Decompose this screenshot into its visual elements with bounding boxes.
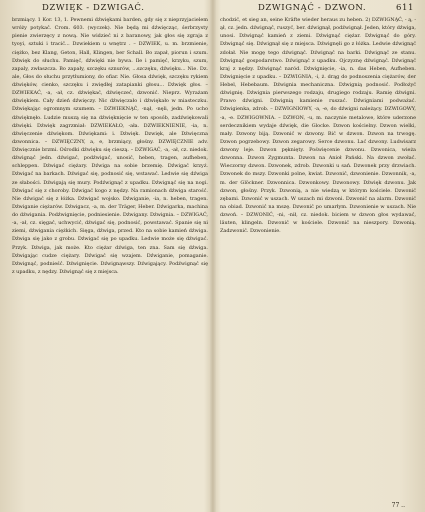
- right-page-number: 611: [395, 3, 414, 13]
- left-running-head: [12, 3, 210, 15]
- book-gutter: [210, 0, 216, 512]
- left-page-title: DZWIĘK - DZWIGAĆ.: [42, 3, 145, 13]
- left-column-text: brzmiący. 1 Kor. 13, 1. Pewnemi dźwiękami barden, gdy się z nieprzyjacielem wróży potykać. Crom. 603. (wyczek). Nie będą mi dźwięcząc, śerbrzysty pienie zwierzęcy z nową. Nie widzieć ni z baranowy, jak głos się zgraja z tyoyi, sztuki i tracić... Dzwiekiem u wnętrz . – DZWIEK, u. m. brzmienie, ciężko, bez Klang, Geton, Hall, Klingen, ber Schall. Bo zapał, piorun i szum. Dźwięk do słuchu. Pamięć, dźwięki nie bywa. Ile i pamięć, krzyku, szum, zapaly, zwłaszcza. Bo zapały, szczęku sznurów, ...szczęku, dźwięku... Nie. Dz. ale, Głos do słuchu przytłumiony, do ofiar. Nie. Głosa dźwięk, szczęku rykiem dźwięków, cienko, szczęku i zwiędłej zatapianki głosu... Dźwięk głos. – DZWIEKAĆ, -a, -ał, cz. dźwiękać, dźwięczeć, dzwonić. Nieprz. Wyrażam dźwiękiem. Cały dzień dźwięczy. Nic dźwięczało i dźwiękało w miasteczku. Dźwiękając ogromnym szumem. – DZWIEKNĄĆ, -nął, -nęli, jedn. Po ucho dźwięknęło. Ludzie muszą się na dźwięknięcie w ten sposób, zadźwiękowali dźwięki. Dźwięk zagrzmiał: DZWIEKAŁO, -ała. DZWIEKNIENIE, -ia, n. dźwięczenie dźwiękom. Dźwiękami: i. Dźwięk. Dzwięk, ale Dźwięczna dzwonnica. – DZWIĘCZNY, a, e, brzmiący, głośny. DZWIĘCZNIE adv. Dźwięcznie brzmi. Ośrodki dźwięku się cieszą. – DZWIGAĆ, -a, -ał, cz. niedok. dźwignąć jedn. dźwigać, podźwigać, unosić, heben, tragen, aufheben, schleppen. Dźwigać ciężary. Dźwiga na sobie brzemię. Dźwigać krzyż. Dźwigać na barkach. Dźwigać się, podnosić się, wstawać. Ledwie się dźwiga ze słabości. Dźwigają się mury. Podźwignąć z upadku. Dźwignąć się na nogi. Dźwigać się z choroby. Dźwigać kogo z nędzy. Na ramionach dźwiga starość. Nie dźwigać się z łóżka. Dźwigać wojsko. Dźwiganie, -ia, n. heben, tragen. Dźwiganie ciężarów. Dźwigacz, -a, m. der Träger, Heber. Dźwigarka, machina do dźwigania. Podźwignięcie, podniesienie. Dźwigany. Dźwignia. – DZWIGAĆ, -a, -ał, cz. sięgać, uchwycić, dźwigać się, podnosić, powstawać. Spanie się ni ziemi, dźwigania ciężkich. Sięga, dźwiga, przed. Kto na sobie kamień dźwiga. Dźwiga się jako z grobu. Dźwigać się po upadku. Ledwie może się dźwigać. Przyk. Dźwiga, jak może. Kto ciężar dźwiga, ten zna. Sam się dźwiga. Dźwigając cudze ciężary. Dźwigać się wzajem. Dźwiganie, pomaganie. Dźwignąć, podnieść. Dźwignięcie. Dźwignąwszy. Dźwigający. Podźwignąć się z upadku, z nędzy. Dźwignąć się z miejsca.: [12, 17, 208, 275]
- right-page-title: DZWIGNĄĆ - DZWON.: [258, 3, 367, 13]
- right-running-head: [218, 3, 418, 15]
- right-text-column: [220, 16, 416, 506]
- right-column-text: chodzić, et sieg an, seine Kräfte wieder heraus zu heben. 2) DZWIGNĄĆ, - ą, - ął, cz. jedn. dźwignąć, ruszyć, ber. dźwignął, podźwignął. Jeden, który dźwiga, unosi. Dźwignąć kamień z ziemi. Dźwignąć ciężar. Dźwignąć do góry. Dźwignąć się. Dźwignął się z miejsca. Dźwignęli go z łóżka. Ledwie dźwignąć zdołał. Nie mogę tego dźwignąć. Dźwignąć na barki. Dźwignąć ze stanu. Dźwignąć gospodarstwo. Dźwignąć z upadku. Ojczyznę dźwignąć. Dźwignąć kraj z nędzy. Dźwignąć naród. Dźwignięcie, -ia, n. das Heben, Aufheben. Dźwignięcie z upadku. – DZWIGNIA, -i, ż. drąg do podnoszenia ciężarów, der Hebel, Hebebaum. Dźwignia mechaniczna. Dźwignią podnosić. Podłożyć dźwignię. Dźwignia pierwszego rodzaju, drugiego rodzaju. Ramię dźwigni. Prawo dźwigni. Dźwignią kamienie ruszać. Dźwigniami podważać. Dźwigienka, zdrob. – DZWIGNIOWY, -a, -e, do dźwigni należący. DZWIGOWY, -a, -e. DZWIGOWNIA. – DZWON, -u, m. naczynie metalowe, które uderzone serdecznikiem wydaje dźwięk, die Glocke. Dzwon kościelny. Dzwon wielki, mały. Dzwony biją. Dzwonić w dzwony. Bić w dzwon. Dzwon na trwogę. Dzwon pogrzebowy. Dzwon zegarowy. Serce dzwonu. Lać dzwony. Ludwisarz dzwony leje. Dzwon pęknięty. Poświęcenie dzwonu. Dzwonica, wieża dzwonna. Dzwon Zygmunta. Dzwon na Anioł Pański. Na dzwon zwołać. Wieczorny dzwon. Dzwonek, zdrob. Dzwonki u sań. Dzwonek przy drzwiach. Dzwonek do mszy. Dzwonki polne, kwiat. Dzwonić, dzwonienie. Dzwonnik, -a, m. der Glöckner. Dzwonnica. Dzwonkowy. Dzwonowy. Dźwięk dzwonu. Jak dzwon, głośny. Przyk. Dzwonią, a nie wiedzą w którym kościele. Dzwonić zębami. Dzwonić w uszach. W uszach mi dzwoni. Dzwonić na alarm. Dzwonić na obiad. Dzwonić na mszę. Dzwonić po umarłym. Dzwonienie w uszach. Nie dzwoń. – DZWONIĆ, -ni, -nił, cz. niedok. biciem w dzwon głos wydawać, läuten, klingeln. Dzwonić w kościele. Dzwonić na nieszpory. Dzwonią. Zadzwonić. Dzwonienie.: [220, 17, 416, 235]
- left-text-column: [12, 16, 208, 506]
- signature-mark: 77 ..: [391, 502, 405, 509]
